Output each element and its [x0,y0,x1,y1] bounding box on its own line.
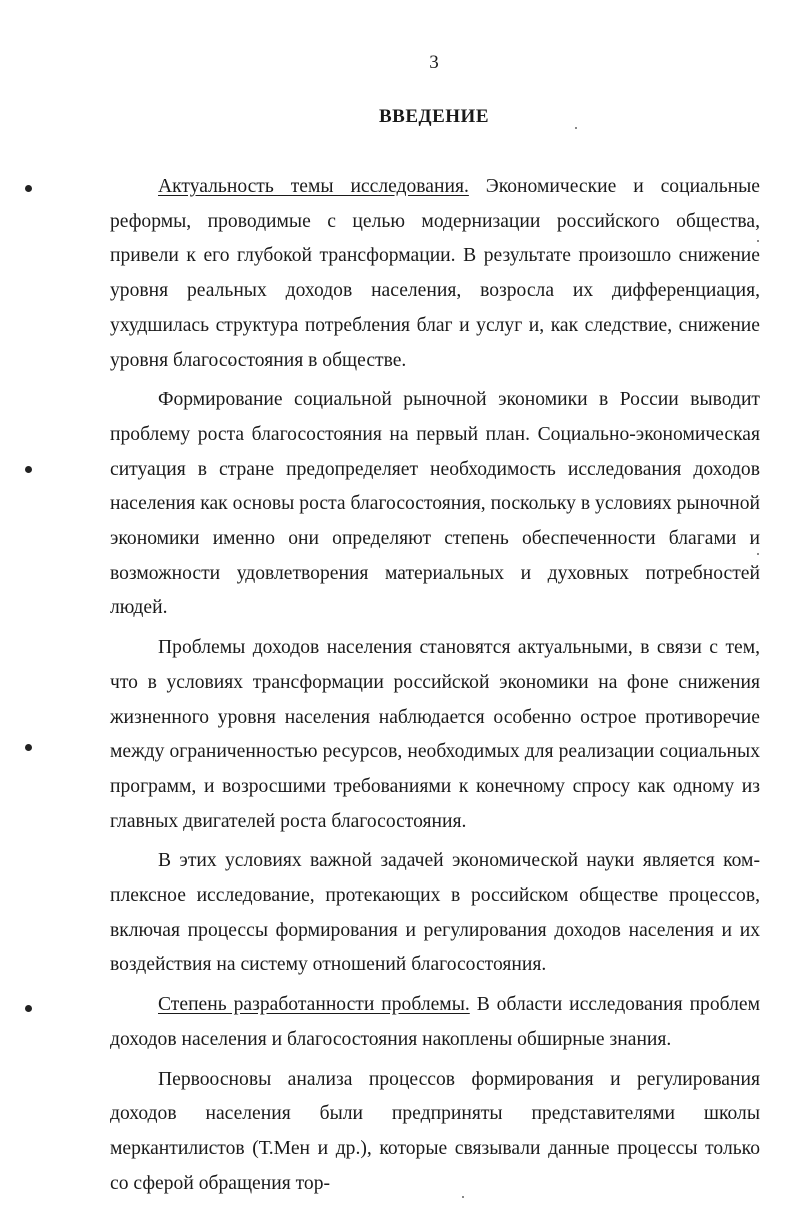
page-number: 3 [429,52,439,73]
margin-dot [25,466,32,473]
paragraph-development-degree [110,988,760,1057]
paragraph [110,844,760,983]
paragraph-text: Экономические и социальные реформы, проводимые с целью модернизации российского общества, привели к его глубокой трансформации. В результате произошло снижение уровня реальных доходов населения, возросла их дифференциация, ухудшилась структура потребления благ и услуг и, как следствие, снижение уровня благосостояния в обществе. [110,176,760,371]
margin-dot [25,185,32,192]
relevance-lead: Актуальность темы исследования. [158,176,469,197]
paragraph-text: В этих условиях важной задачей экономической науки является комплексное исследование, протекающих в российском обществе процессов, включая процессы формирования и регулирования доходов населения и их воздействия на систему отношений благосостояния. [110,850,760,976]
page-heading: ВВЕДЕНИЕ [379,106,489,127]
paragraph-relevance [110,170,760,378]
paragraph-text: Проблемы доходов населения становятся актуальными, в связи с тем, что в условиях трансформации российской экономики на фоне снижения жизненного уровня населения наблюдается особенно острое противоречие между ограниченностью ресурсов, необходимых для реализации социальных программ, и возросшими требованиями к конечному спросу как одному из главных двигателей роста благосостояния. [110,637,760,832]
development-degree-lead: Степень разработанности проблемы. [158,994,470,1016]
paragraph [110,1063,760,1202]
paragraph-text: В области исследования проблем доходов населения и благосостояния накоплены обширные знания. [110,994,760,1050]
paragraph-text: Формирование социальной рыночной экономики в России выводит проблему роста благосостояния на первый план. Социально-экономическая ситуация в стране предопределяет необходимость исследования доходов населения как основы роста благосостояния, поскольку в условиях рыночной экономики именно они определяют степень обеспеченности благами и возможности удовлетворения материальных и духовных потребностей людей. [110,389,760,619]
body-text [110,170,760,1206]
margin-dot [25,1005,32,1012]
paragraph [110,383,760,626]
paragraph-text: Первоосновы анализа процессов формирования и регулирования доходов населения были предприняты представителями школы меркантилистов (Т.Мен и др.), которые связывали данные процессы только со сферой обращения тор- [110,1068,760,1194]
paragraph [110,631,760,839]
scan-speck [575,127,577,129]
margin-dot [25,744,32,751]
